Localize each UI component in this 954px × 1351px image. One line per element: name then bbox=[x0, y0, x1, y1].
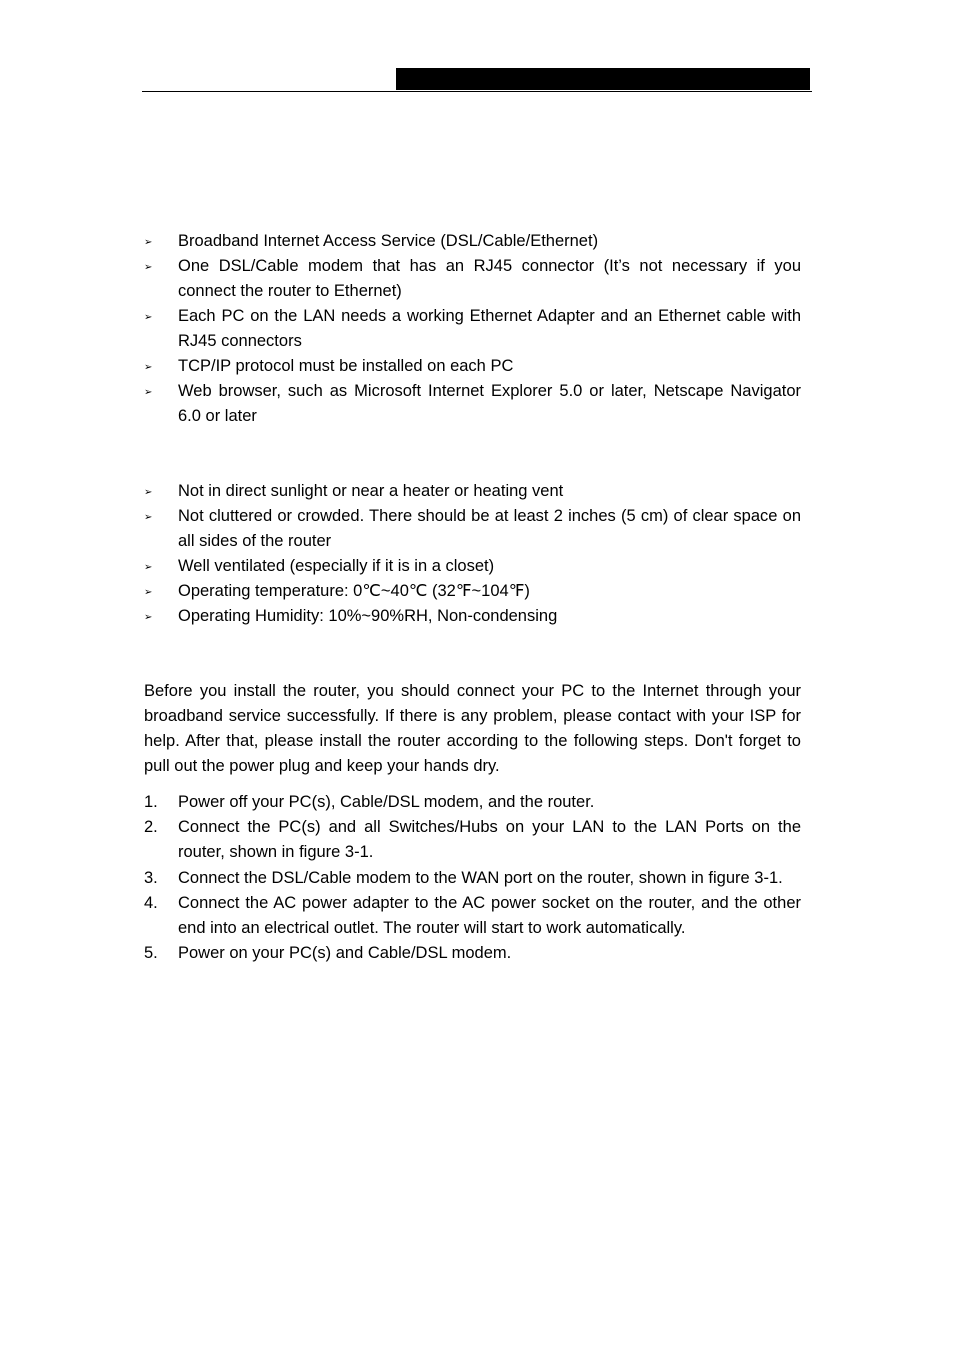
step-item bbox=[144, 866, 801, 891]
section-gap bbox=[144, 429, 801, 479]
arrow-bullet-icon: ➢ bbox=[144, 587, 153, 598]
section-gap bbox=[144, 629, 801, 679]
step-number: 5. bbox=[144, 944, 158, 963]
step-text: Power on your PC(s) and Cable/DSL modem. bbox=[178, 944, 512, 963]
list-item-text: Not cluttered or crowded. There should be at least 2 inches (5 cm) of clear space on all sides of the router bbox=[178, 507, 801, 550]
list-item bbox=[144, 354, 801, 379]
list-item bbox=[144, 479, 801, 504]
step-number: 4. bbox=[144, 893, 158, 912]
arrow-bullet-icon: ➢ bbox=[144, 362, 153, 373]
list-item-text: Broadband Internet Access Service (DSL/Cable/Ethernet) bbox=[178, 232, 599, 250]
list-item bbox=[144, 554, 801, 579]
header-bar bbox=[396, 68, 810, 90]
arrow-bullet-icon: ➢ bbox=[144, 612, 153, 623]
list-item-text: Web browser, such as Microsoft Internet Explorer 5.0 or later, Netscape Navigator 6.0 or later bbox=[178, 382, 801, 425]
list-item bbox=[144, 304, 801, 354]
list-item bbox=[144, 504, 801, 554]
list-item bbox=[144, 604, 801, 629]
arrow-bullet-icon: ➢ bbox=[144, 487, 153, 498]
step-item bbox=[144, 815, 801, 865]
intro-paragraph: Before you install the router, you should connect your PC to the Internet through your broadband service successfully. If there is any problem, please contact with your ISP for help. After that, please install the router according to the following steps. Don't forget to pull out the power plug and keep your hands dry. bbox=[144, 682, 801, 775]
list-item-text: TCP/IP protocol must be installed on each PC bbox=[178, 357, 514, 375]
list-item bbox=[144, 379, 801, 429]
list-item-text: Not in direct sunlight or near a heater or heating vent bbox=[178, 482, 564, 500]
step-number: 1. bbox=[144, 793, 158, 811]
list-item-text: Operating temperature: 0℃~40℃ (32℉~104℉) bbox=[178, 582, 530, 600]
list-item bbox=[144, 254, 801, 304]
requirements-list bbox=[144, 229, 801, 429]
step-text: Connect the PC(s) and all Switches/Hubs on your LAN to the LAN Ports on the router, shown in figure 3-1. bbox=[178, 818, 801, 862]
step-text: Power off your PC(s), Cable/DSL modem, and the router. bbox=[178, 793, 595, 811]
list-item bbox=[144, 579, 801, 604]
step-item bbox=[144, 891, 801, 941]
step-number: 2. bbox=[144, 818, 158, 837]
step-item bbox=[144, 941, 801, 966]
step-number: 3. bbox=[144, 868, 158, 887]
arrow-bullet-icon: ➢ bbox=[144, 387, 153, 398]
list-item-text: One DSL/Cable modem that has an RJ45 connector (It’s not necessary if you connect the router to Ethernet) bbox=[178, 257, 801, 300]
arrow-bullet-icon: ➢ bbox=[144, 262, 153, 273]
step-item bbox=[144, 790, 801, 815]
arrow-bullet-icon: ➢ bbox=[144, 512, 153, 523]
environment-list bbox=[144, 479, 801, 629]
step-text: Connect the AC power adapter to the AC power socket on the router, and the other end into an electrical outlet. The router will start to work automatically. bbox=[178, 893, 801, 938]
list-item bbox=[144, 229, 801, 254]
list-item-text: Operating Humidity: 10%~90%RH, Non-condensing bbox=[178, 607, 558, 625]
page-content bbox=[144, 229, 801, 966]
step-text: Connect the DSL/Cable modem to the WAN port on the router, shown in figure 3-1. bbox=[178, 868, 783, 887]
list-item-text: Well ventilated (especially if it is in a closet) bbox=[178, 557, 495, 575]
arrow-bullet-icon: ➢ bbox=[144, 562, 153, 573]
arrow-bullet-icon: ➢ bbox=[144, 312, 153, 323]
list-item-text: Each PC on the LAN needs a working Ethernet Adapter and an Ethernet cable with RJ45 connectors bbox=[178, 307, 801, 350]
installation-steps bbox=[144, 790, 801, 966]
arrow-bullet-icon: ➢ bbox=[144, 237, 153, 248]
header-rule bbox=[142, 91, 812, 92]
